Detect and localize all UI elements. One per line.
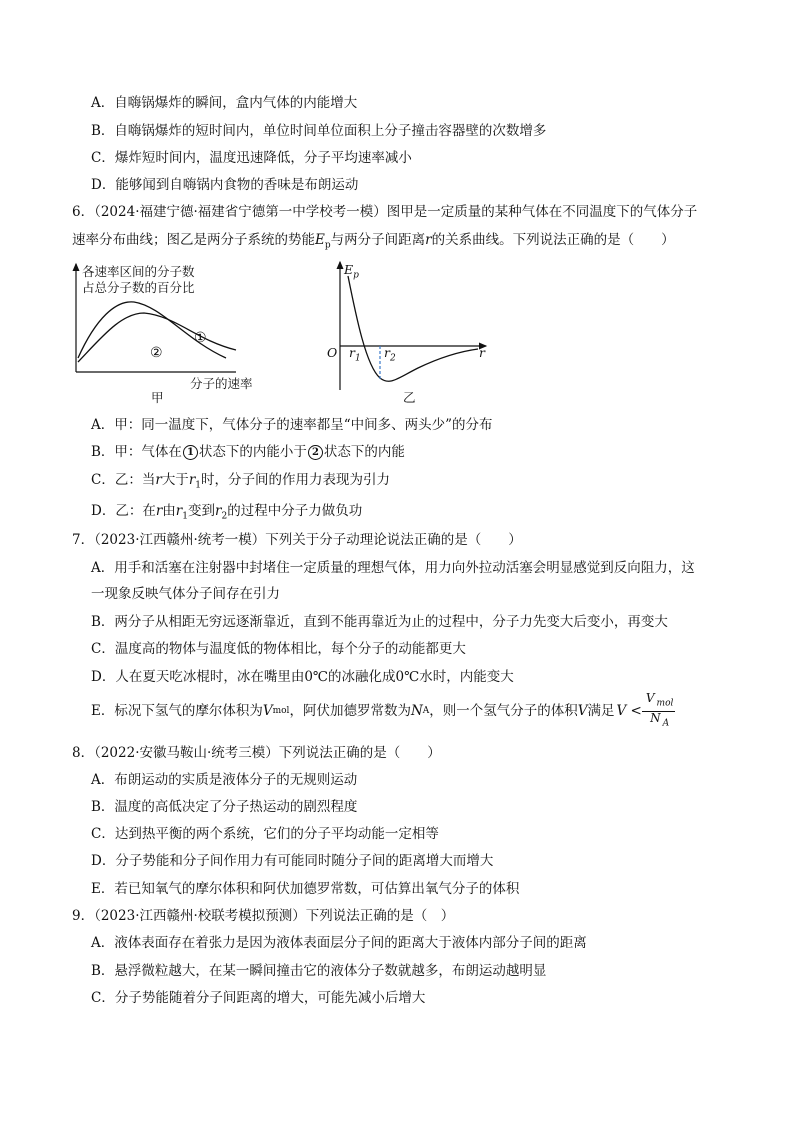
- q6-option-d: D．乙：在r由$r_1$变到$r_2$的过程中分子力做负功: [91, 503, 363, 522]
- q6-stem-line2: 速率分布曲线；图乙是两分子系统的势能$E_p$与两分子间距离r的关系曲线。下列说法正确的是（ ）: [72, 232, 675, 251]
- yi-potential-curve: [348, 276, 478, 381]
- yi-xlabel: r: [479, 345, 485, 360]
- q5-option-a: A．自嗨锅爆炸的瞬间，盒内气体的内能增大: [91, 95, 358, 111]
- q7-option-e: E．标况下氢气的摩尔体积为 V mol ，阿伏加德罗常数为 N A ，则一个氢气分子的体积 V 满足 V < $\frac{V _{mol}}{N _A}$: [91, 691, 674, 728]
- q6-option-b: B．甲：气体在 1 状态下的内能小于 2 状态下的内能: [91, 444, 405, 460]
- jia-ylabel-line2: 占总分子数的百分比: [82, 280, 195, 295]
- q8-stem: 8．（2022·安徽马鞍山·统考三模）下列说法正确的是（ ）: [72, 745, 441, 761]
- q9-stem: 9．（2023·江西赣州·校联考模拟预测）下列说法正确的是（ ）: [72, 908, 455, 924]
- yi-origin-label: O: [327, 345, 338, 360]
- q8-option-c: C．达到热平衡的两个系统，它们的分子平均动能一定相等: [91, 826, 439, 842]
- q8-option-b: B．温度的高低决定了分子热运动的剧烈程度: [91, 799, 358, 815]
- yi-ylabel: $E_p$: [344, 262, 359, 281]
- q7-option-a-line1: A．用手和活塞在注射器中封堵住一定质量的理想气体，用力向外拉动活塞会明显感觉到反向阻力，这: [91, 560, 695, 576]
- yi-r2-label: $r_2$: [384, 345, 396, 364]
- yi-caption: 乙: [403, 390, 416, 405]
- q5-option-c: C．爆炸短时间内，温度迅速降低，分子平均速率减小: [91, 150, 412, 166]
- q7-stem: 7．（2023·江西赣州·统考一模）下列关于分子动理论说法正确的是（ ）: [72, 532, 522, 548]
- yi-r1-label: $r_1$: [349, 345, 361, 364]
- jia-curve-2-label: ②: [150, 345, 163, 361]
- q7-option-a-line2: 一现象反映气体分子间存在引力: [91, 586, 280, 602]
- jia-ylabel-line1: 各速率区间的分子数: [82, 264, 195, 279]
- jia-xlabel: 分子的速率: [190, 376, 253, 391]
- jia-caption: 甲: [151, 390, 164, 405]
- q6-option-c: C．乙：当r大于$r_1$时，分子间的作用力表现为引力: [91, 472, 391, 491]
- q7-option-c: C．温度高的物体与温度低的物体相比，每个分子的动能都更大: [91, 641, 466, 657]
- q9-option-b: B．悬浮微粒越大，在某一瞬间撞击它的液体分子数就越多，布朗运动越明显: [91, 963, 547, 979]
- q8-option-a: A．布朗运动的实质是液体分子的无规则运动: [91, 772, 358, 788]
- q7-option-b: B．两分子从相距无穷远逐渐靠近，直到不能再靠近为止的过程中，分子力先变大后变小，再变大: [91, 614, 668, 630]
- q7-option-d: D．人在夏天吃冰棍时，冰在嘴里由0℃的冰融化成0℃水时，内能变大: [91, 669, 514, 685]
- q6-option-a: A．甲：同一温度下，气体分子的速率都呈“中间多、两头少”的分布: [91, 417, 493, 433]
- jia-curve-1-label: ①: [194, 330, 207, 346]
- q5-option-d: D．能够闻到自嗨锅内食物的香味是布朗运动: [91, 177, 359, 193]
- q6-stem-line1: 6．（2024·福建宁德·福建省宁德第一中学校考一模）图甲是一定质量的某种气体在不同温度下的气体分子: [72, 204, 698, 220]
- q5-option-b: B．自嗨锅爆炸的短时间内，单位时间单位面积上分子撞击容器壁的次数增多: [91, 123, 547, 139]
- q9-option-c: C．分子势能随着分子间距离的增大，可能先减小后增大: [91, 990, 426, 1006]
- q8-option-e: E．若已知氧气的摩尔体积和阿伏加德罗常数，可估算出氧气分子的体积: [91, 881, 520, 897]
- q7-fraction: $\frac{V _{mol}}{N _A}$: [642, 692, 676, 730]
- q8-option-d: D．分子势能和分子间作用力有可能同时随分子间的距离增大而增大: [91, 853, 494, 869]
- q9-option-a: A．液体表面存在着张力是因为液体表面层分子间的距离大于液体内部分子间的距离: [91, 935, 587, 951]
